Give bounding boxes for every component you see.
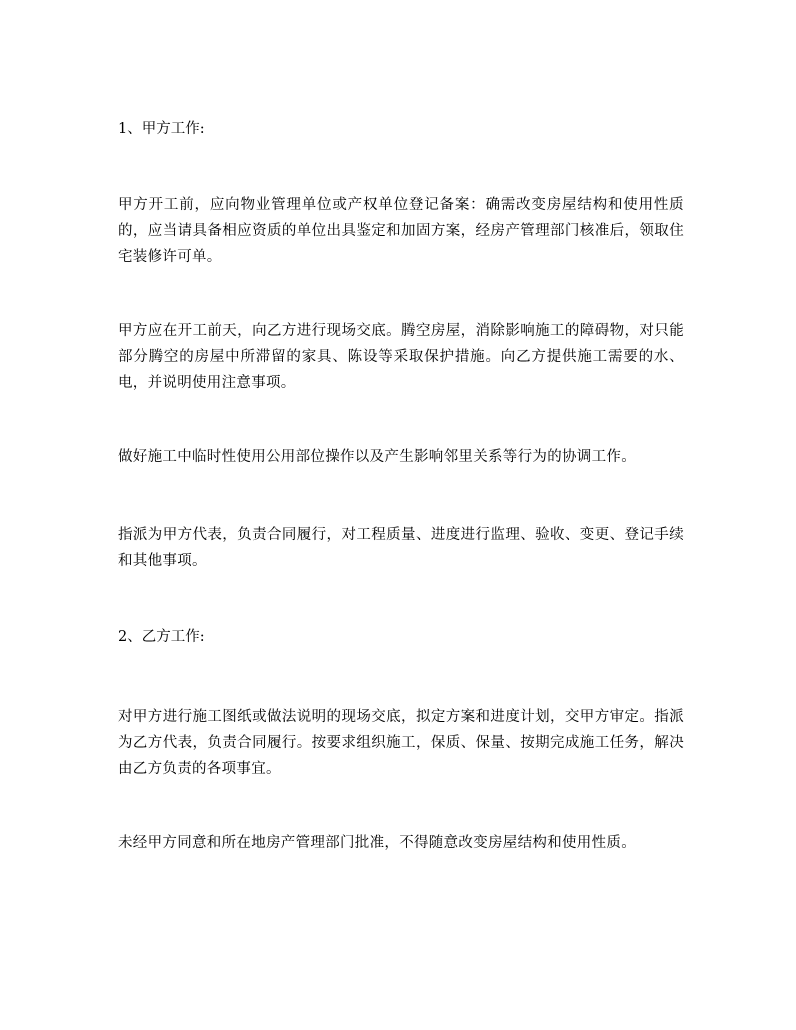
section-2-paragraph-2: 未经甲方同意和所在地房产管理部门批准，不得随意改变房屋结构和使用性质。 [118,835,636,851]
section-1-paragraph-3: 做好施工中临时性使用公用部位操作以及产生影响邻里关系等行为的协调工作。 [118,449,636,465]
section-1-paragraph-4: 指派为甲方代表，负责合同履行，对工程质量、进度进行监理、验收、变更、登记手续和其他事项。 [118,527,684,569]
section-2-paragraph-1: 对甲方进行施工图纸或做法说明的现场交底，拟定方案和进度计划，交甲方审定。指派为乙方代表，负责合同履行。按要求组织施工，保质、保量、按期完成施工任务，解决由乙方负责的各项事宜。 [118,709,684,777]
section-2-heading: 2、乙方工作: [118,629,205,645]
section-1-heading: 1、甲方工作: [118,121,205,137]
section-1-paragraph-2: 甲方应在开工前天，向乙方进行现场交底。腾空房屋，消除影响施工的障碍物，对只能部分腾空的房屋中所滞留的家具、陈设等采取保护措施。向乙方提供施工需要的水、电，并说明使用注意事项。 [118,323,684,391]
section-1-paragraph-1: 甲方开工前，应向物业管理单位或产权单位登记备案：确需改变房屋结构和使用性质的，应当请具备相应资质的单位出具鉴定和加固方案，经房产管理部门核准后，领取住宅装修许可单。 [118,197,684,265]
